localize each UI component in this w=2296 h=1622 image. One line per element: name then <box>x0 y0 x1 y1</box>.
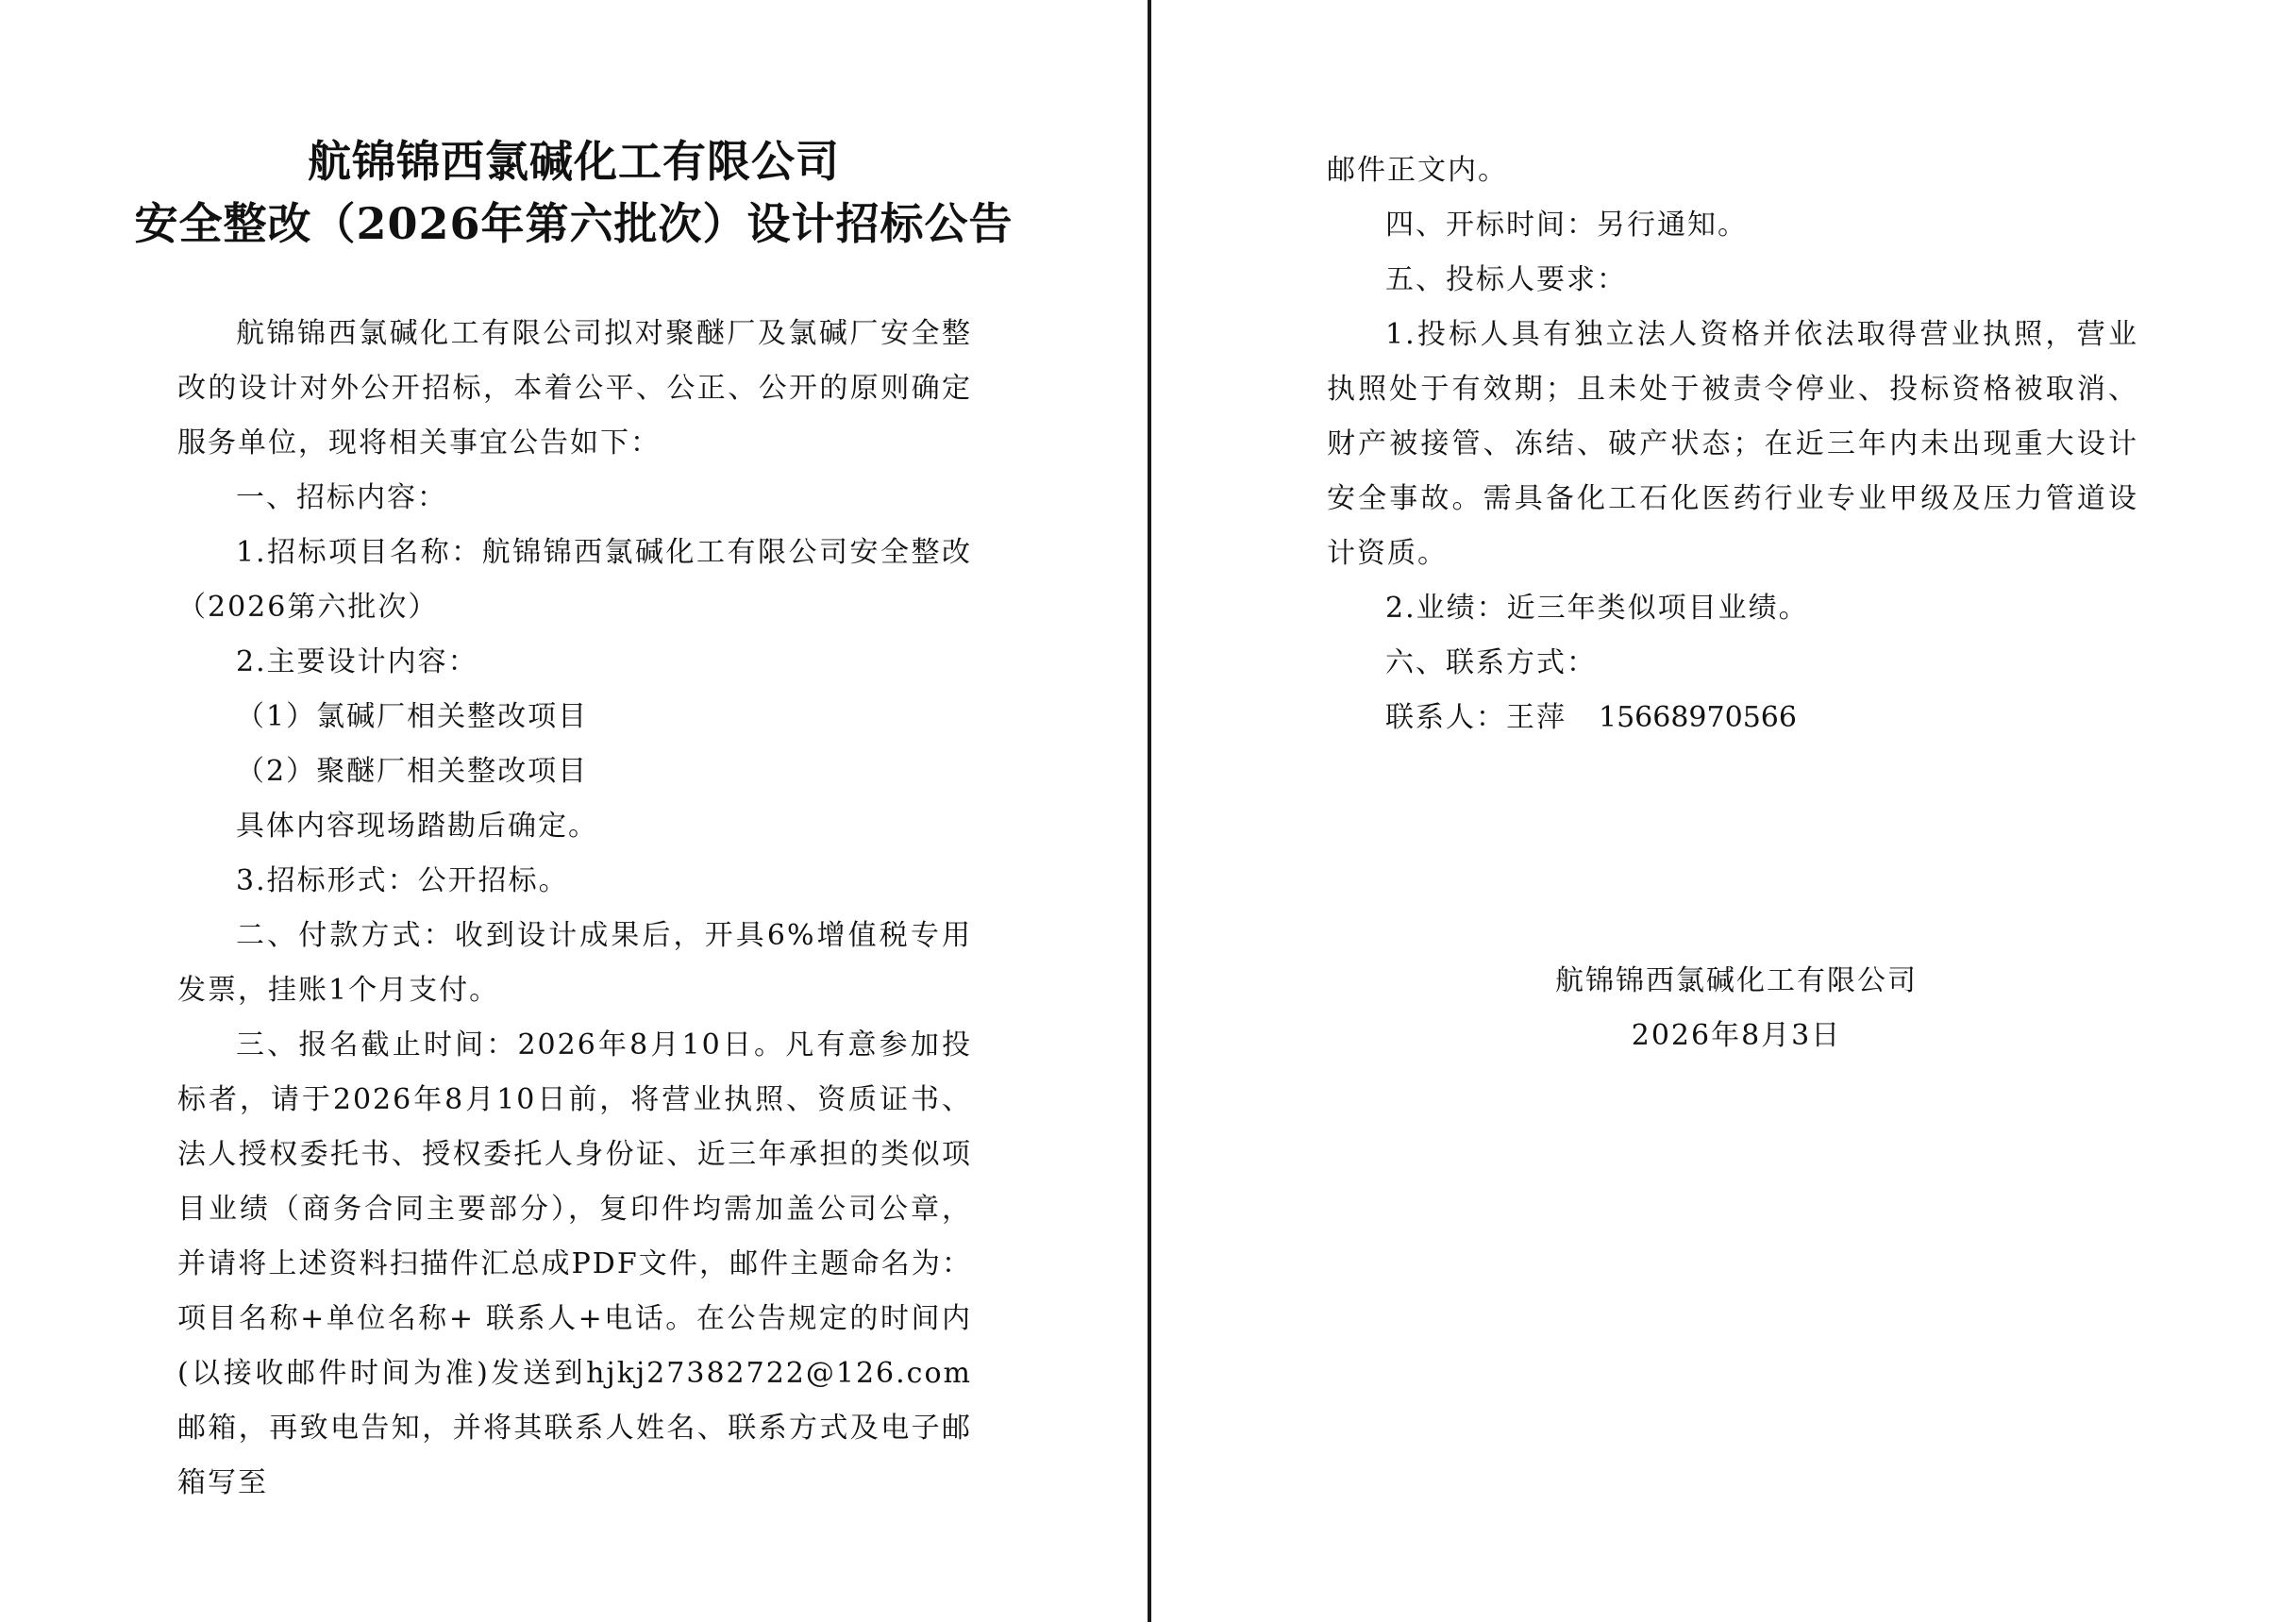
signature-date: 2026年8月3日 <box>1631 1019 1842 1052</box>
section-1-heading: 一、招标内容： <box>236 481 447 514</box>
signature-company: 航锦锦西氯碱化工有限公司 <box>1555 964 1918 997</box>
document-page-right <box>1152 0 2296 1622</box>
section-5-heading: 五、投标人要求： <box>1385 263 1627 296</box>
title-line-1: 航锦锦西氯碱化工有限公司 <box>308 136 840 187</box>
sub-item-1: （1）氯碱厂相关整改项目 <box>236 700 589 733</box>
continuation-text: 邮件正文内。 <box>1327 154 1508 187</box>
contact-person: 联系人：王萍 <box>1385 701 1567 734</box>
section-4-opening-time: 四、开标时间：另行通知。 <box>1385 209 1748 242</box>
detail-note: 具体内容现场踏勘后确定。 <box>236 810 598 843</box>
page-divider <box>1148 0 1151 1622</box>
right-page-body <box>1327 143 2138 745</box>
section-6-heading: 六、联系方式： <box>1385 646 1597 679</box>
requirement-1: 1.投标人具有独立法人资格并依法取得营业执照，营业执照处于有效期；且未处于被责令停业、投标资格被取消、财产被接管、冻结、破产状态；在近三年内未出现重大设计安全事故。需具备化工石化医药行业专业甲级及压力管道设计资质。 <box>1327 318 2138 570</box>
section-2-payment: 二、付款方式：收到设计成果后，开具6%增值税专用发票，挂账1个月支付。 <box>177 919 972 1007</box>
document-title <box>0 130 1148 255</box>
item-2-design-content: 2.主要设计内容： <box>236 645 478 678</box>
contact-line <box>1327 691 2138 745</box>
requirement-2: 2.业绩：近三年类似项目业绩。 <box>1385 592 1809 625</box>
contact-phone: 15668970566 <box>1599 701 1797 734</box>
left-page-body <box>177 307 972 1511</box>
title-line-2: 安全整改（2026年第六批次）设计招标公告 <box>134 198 1014 249</box>
section-3-deadline: 三、报名截止时间：2026年8月10日。凡有意参加投标者，请于2026年8月10日前，将营业执照、资质证书、法人授权委托书、授权委托人身份证、近三年承担的类似项目业绩（商务合同主要部分），复印件均需加盖公司公章，并请将上述资料扫描件汇总成PDF文件，邮件主题命名为：项目名称+单位名称+ 联系人+电话。在公告规定的时间内(以接收邮件时间为准)发送到hjkj27382722@126.com邮箱，再致电告知，并将其联系人姓名、联系方式及电子邮箱写至 <box>177 1028 972 1499</box>
item-3-bid-form: 3.招标形式：公开招标。 <box>236 864 569 897</box>
sub-item-2: （2）聚醚厂相关整改项目 <box>236 755 589 788</box>
item-1-project-name: 1.招标项目名称：航锦锦西氯碱化工有限公司安全整改（2026第六批次） <box>177 536 972 624</box>
intro-paragraph: 航锦锦西氯碱化工有限公司拟对聚醚厂及氯碱厂安全整改的设计对外公开招标，本着公平、公正、公开的原则确定服务单位，现将相关事宜公告如下： <box>177 317 972 460</box>
